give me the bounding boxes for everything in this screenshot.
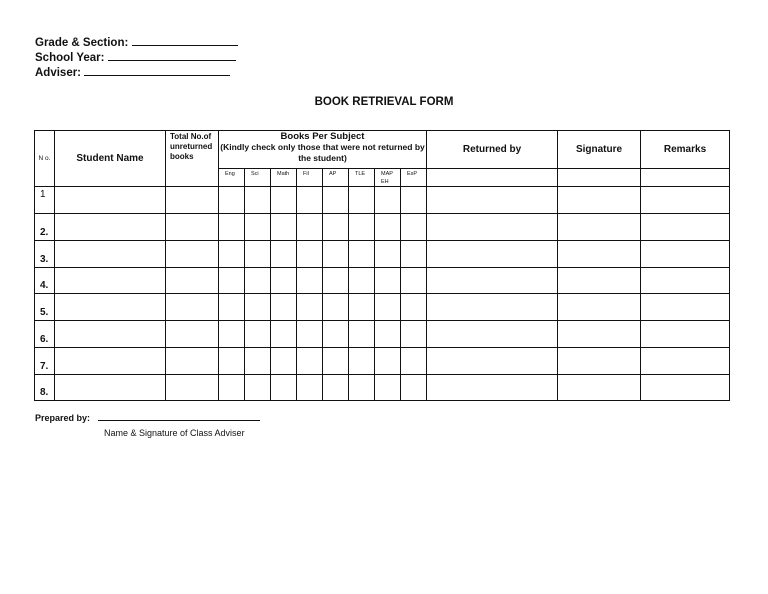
- table-cell[interactable]: [558, 348, 641, 375]
- row-number: 3.: [35, 241, 55, 268]
- header-row: [35, 131, 730, 169]
- table-cell[interactable]: [558, 214, 641, 241]
- table-cell[interactable]: [323, 375, 349, 401]
- table-cell[interactable]: [427, 348, 558, 375]
- table-cell[interactable]: [245, 187, 271, 214]
- table-cell[interactable]: [375, 241, 401, 268]
- table-cell[interactable]: [245, 375, 271, 401]
- table-cell[interactable]: [271, 321, 297, 348]
- table-cell[interactable]: [427, 294, 558, 321]
- table-cell[interactable]: [427, 214, 558, 241]
- adviser-label: Adviser:: [35, 67, 82, 79]
- table-cell[interactable]: [219, 241, 245, 268]
- table-cell[interactable]: [323, 214, 349, 241]
- table-cell[interactable]: [641, 214, 730, 241]
- table-cell[interactable]: [401, 348, 427, 375]
- table-cell[interactable]: [323, 294, 349, 321]
- table-cell[interactable]: [55, 375, 166, 401]
- table-cell[interactable]: [641, 294, 730, 321]
- table-cell[interactable]: [55, 348, 166, 375]
- table-cell[interactable]: [245, 268, 271, 294]
- table-cell[interactable]: [166, 214, 219, 241]
- row-number: 6.: [35, 321, 55, 348]
- prepared-by-blank[interactable]: [98, 412, 260, 421]
- table-cell[interactable]: [55, 294, 166, 321]
- table-cell[interactable]: [271, 375, 297, 401]
- table-cell[interactable]: [558, 321, 641, 348]
- table-row: [35, 294, 730, 321]
- adviser-blank[interactable]: [84, 66, 230, 76]
- subject-ap: AP: [323, 169, 349, 187]
- table-cell[interactable]: [427, 375, 558, 401]
- table-cell[interactable]: [427, 321, 558, 348]
- table-cell[interactable]: [641, 187, 730, 214]
- row-number: 8.: [35, 375, 55, 401]
- table-cell[interactable]: [219, 187, 245, 214]
- table-cell[interactable]: [375, 214, 401, 241]
- adviser-signature-caption: Name & Signature of Class Adviser: [104, 428, 245, 438]
- table-cell[interactable]: [323, 348, 349, 375]
- table-cell[interactable]: [166, 375, 219, 401]
- table-cell[interactable]: [558, 187, 641, 214]
- table-cell[interactable]: [401, 375, 427, 401]
- table-cell[interactable]: [219, 348, 245, 375]
- subject-esp: EsP: [401, 169, 427, 187]
- table-cell[interactable]: [166, 321, 219, 348]
- table-cell[interactable]: [245, 294, 271, 321]
- table-cell[interactable]: [271, 268, 297, 294]
- table-cell[interactable]: [166, 268, 219, 294]
- table-cell[interactable]: [349, 375, 375, 401]
- table-cell[interactable]: [375, 375, 401, 401]
- table-cell[interactable]: [297, 187, 323, 214]
- remarks-header: Remarks: [641, 131, 730, 169]
- table-cell[interactable]: [558, 294, 641, 321]
- row-number: 1: [35, 187, 55, 214]
- table-cell[interactable]: [349, 241, 375, 268]
- subject-sci: Sci: [245, 169, 271, 187]
- table-row: [35, 214, 730, 241]
- table-cell[interactable]: [375, 321, 401, 348]
- adviser-field: [35, 66, 230, 79]
- table-cell[interactable]: [349, 348, 375, 375]
- table-cell[interactable]: [641, 321, 730, 348]
- table-cell[interactable]: [219, 321, 245, 348]
- table-row: [35, 241, 730, 268]
- table-cell[interactable]: [166, 187, 219, 214]
- grade-section-label: Grade & Section:: [35, 37, 129, 49]
- table-cell[interactable]: [297, 294, 323, 321]
- row-number: 5.: [35, 294, 55, 321]
- school-year-label: School Year:: [35, 52, 105, 64]
- table-cell[interactable]: [55, 241, 166, 268]
- books-header-note: (Kindly check only those that were not returned by the student): [220, 142, 425, 163]
- returned-by-header: Returned by: [427, 131, 558, 169]
- table-cell[interactable]: [55, 321, 166, 348]
- table-cell[interactable]: [55, 214, 166, 241]
- table-cell[interactable]: [245, 348, 271, 375]
- table-cell[interactable]: [297, 214, 323, 241]
- subject-eng: Eng: [219, 169, 245, 187]
- table-cell[interactable]: [219, 294, 245, 321]
- signature-header: Signature: [558, 131, 641, 169]
- table-row: [35, 321, 730, 348]
- returned-by-subcell: [427, 169, 558, 187]
- form-title: BOOK RETRIEVAL FORM: [314, 96, 454, 108]
- table-cell[interactable]: [641, 348, 730, 375]
- table-cell[interactable]: [297, 241, 323, 268]
- table-row: [35, 268, 730, 294]
- subject-mapeh: MAP EH: [375, 169, 401, 187]
- table-row: [35, 375, 730, 401]
- table-cell[interactable]: [375, 348, 401, 375]
- books-header: [219, 131, 427, 169]
- table-cell[interactable]: [558, 241, 641, 268]
- table-cell[interactable]: [375, 187, 401, 214]
- table-cell[interactable]: [558, 375, 641, 401]
- table-cell[interactable]: [401, 268, 427, 294]
- prepared-by-label: Prepared by:: [35, 413, 91, 423]
- table-cell[interactable]: [55, 187, 166, 214]
- table-cell[interactable]: [323, 241, 349, 268]
- table-cell[interactable]: [271, 348, 297, 375]
- table-cell[interactable]: [349, 321, 375, 348]
- table-cell[interactable]: [297, 268, 323, 294]
- table-cell[interactable]: [375, 268, 401, 294]
- remarks-subcell: [641, 169, 730, 187]
- table-cell[interactable]: [401, 321, 427, 348]
- table-cell[interactable]: [349, 187, 375, 214]
- table-cell[interactable]: [401, 187, 427, 214]
- table-cell[interactable]: [427, 241, 558, 268]
- table-cell[interactable]: [166, 294, 219, 321]
- books-header-title: Books Per Subject: [280, 131, 365, 142]
- grade-section-blank[interactable]: [132, 36, 238, 46]
- no-header: N o.: [35, 131, 55, 187]
- student-name-header: Student Name: [55, 131, 166, 187]
- table-cell[interactable]: [427, 268, 558, 294]
- table-row: [35, 348, 730, 375]
- table-cell[interactable]: [641, 241, 730, 268]
- total-header: Total No.of unreturned books: [166, 131, 219, 187]
- table-cell[interactable]: [271, 187, 297, 214]
- table-row: [35, 187, 730, 214]
- table-cell[interactable]: [401, 214, 427, 241]
- table-cell[interactable]: [166, 241, 219, 268]
- table-cell[interactable]: [297, 321, 323, 348]
- row-number: 7.: [35, 348, 55, 375]
- table-cell[interactable]: [349, 214, 375, 241]
- retrieval-table: [34, 130, 730, 401]
- table-cell[interactable]: [558, 268, 641, 294]
- prepared-by-field: [35, 412, 260, 423]
- table-cell[interactable]: [401, 294, 427, 321]
- table-cell[interactable]: [219, 268, 245, 294]
- table-cell[interactable]: [271, 294, 297, 321]
- table-cell[interactable]: [297, 348, 323, 375]
- table-cell[interactable]: [245, 241, 271, 268]
- school-year-field: [35, 51, 236, 64]
- table-cell[interactable]: [323, 187, 349, 214]
- table-cell[interactable]: [271, 241, 297, 268]
- table-cell[interactable]: [349, 268, 375, 294]
- table-cell[interactable]: [245, 214, 271, 241]
- table-cell[interactable]: [375, 294, 401, 321]
- table-cell[interactable]: [641, 375, 730, 401]
- table-cell[interactable]: [427, 187, 558, 214]
- table-cell[interactable]: [166, 348, 219, 375]
- table-cell[interactable]: [271, 214, 297, 241]
- table-cell[interactable]: [641, 268, 730, 294]
- table-cell[interactable]: [245, 321, 271, 348]
- row-number: 4.: [35, 268, 55, 294]
- table-cell[interactable]: [297, 375, 323, 401]
- table-cell[interactable]: [55, 268, 166, 294]
- table-cell[interactable]: [219, 375, 245, 401]
- row-number: 2.: [35, 214, 55, 241]
- signature-subcell: [558, 169, 641, 187]
- table-cell[interactable]: [323, 268, 349, 294]
- table-cell[interactable]: [401, 241, 427, 268]
- school-year-blank[interactable]: [108, 51, 236, 61]
- subject-math: Math: [271, 169, 297, 187]
- subject-fil: Fil: [297, 169, 323, 187]
- grade-section-field: [35, 36, 238, 49]
- table-cell[interactable]: [323, 321, 349, 348]
- subject-tle: TLE: [349, 169, 375, 187]
- table-cell[interactable]: [219, 214, 245, 241]
- table-cell[interactable]: [349, 294, 375, 321]
